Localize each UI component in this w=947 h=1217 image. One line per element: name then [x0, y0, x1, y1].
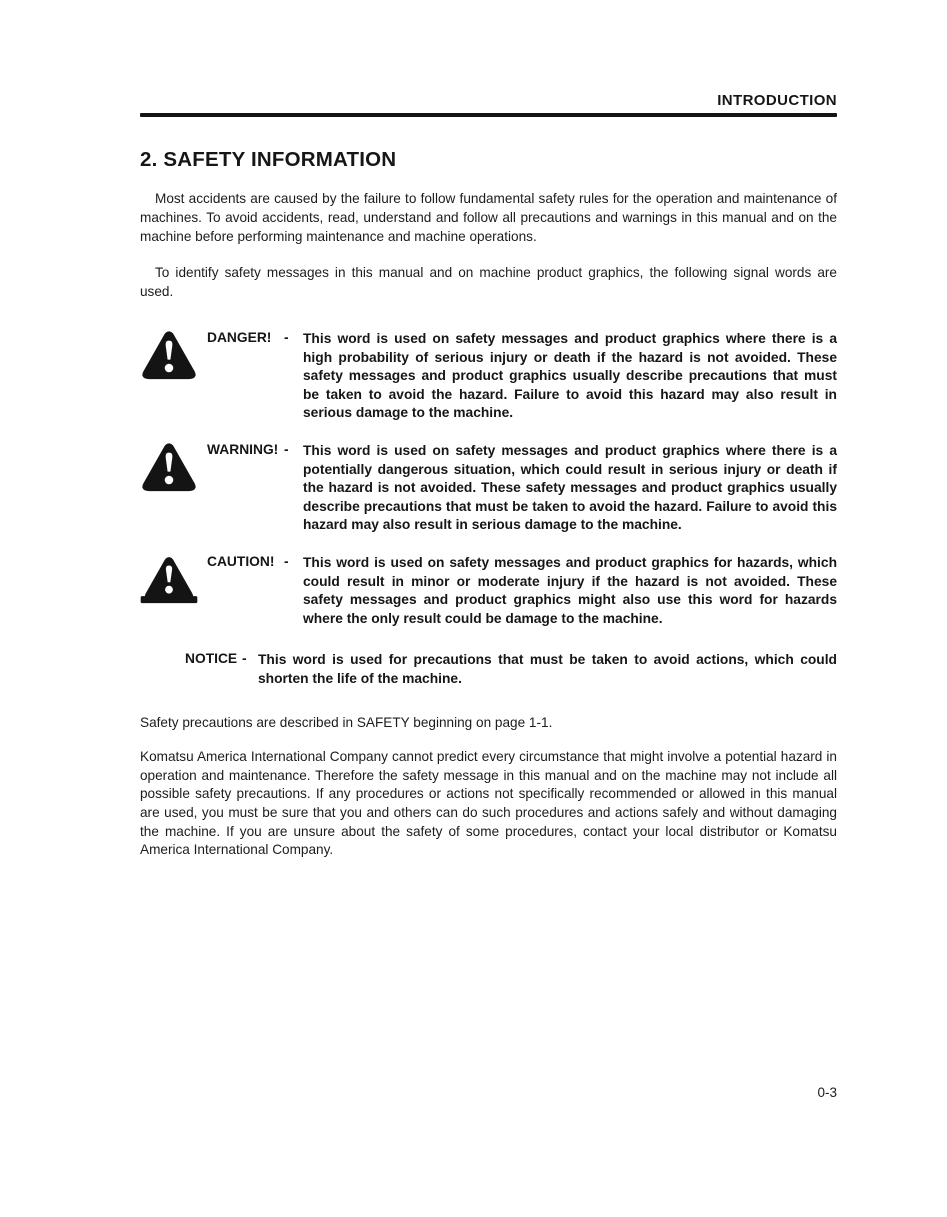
- page-content: [140, 0, 837, 873]
- signal-dash: -: [284, 329, 289, 345]
- signal-icon-cell: [140, 551, 207, 605]
- warning-triangle-underlined-icon: [140, 553, 198, 605]
- notice-indent-spacer: [140, 648, 185, 688]
- header-divider: [140, 113, 837, 117]
- signal-label-danger: DANGER!: [207, 329, 272, 345]
- page-header: [140, 0, 837, 117]
- header-section-label: INTRODUCTION: [717, 92, 837, 109]
- notice-dash: -: [242, 651, 247, 667]
- signal-row-caution: [140, 551, 837, 628]
- signal-label-warning: WARNING!: [207, 441, 279, 457]
- signal-dash: -: [284, 441, 289, 457]
- signal-row-danger: [140, 327, 837, 423]
- safety-reference-line: Safety precautions are described in SAFETY beginning on page 1-1.: [140, 715, 553, 731]
- signal-icon-cell: [140, 327, 207, 381]
- signal-text-caution: This word is used on safety messages and product graphics for hazards, which could result in minor or moderate injury if the hazard is not avoided. These safety messages and product graphics might also use this word for hazards where the only result could be damage to the machine.: [303, 554, 837, 626]
- signal-label-caution: CAUTION!: [207, 553, 275, 569]
- warning-triangle-icon: [140, 329, 198, 381]
- notice-label: NOTICE: [185, 651, 238, 667]
- notice-text: This word is used for precautions that must be taken to avoid actions, which could shorten the life of the machine.: [258, 652, 837, 686]
- page-number: 0-3: [817, 1085, 837, 1100]
- notice-row: [140, 648, 837, 688]
- warning-triangle-icon: [140, 441, 198, 493]
- page-title: 2. SAFETY INFORMATION: [140, 148, 397, 171]
- intro-paragraph-2: To identify safety messages in this manual and on machine product graphics, the following signal words are used.: [140, 265, 837, 300]
- intro-paragraph-1: Most accidents are caused by the failure to follow fundamental safety rules for the operation and maintenance of machines. To avoid accidents, read, understand and follow all precautions and warnings in this manual and on the machine before performing maintenance and machine operations.: [140, 191, 837, 244]
- closing-paragraph: Komatsu America International Company cannot predict every circumstance that might involve a potential hazard in operation and maintenance. Therefore the safety message in this manual and on the machine may not include all possible safety precautions. If any procedures or actions not specifically recommended or allowed in this manual are used, you must be sure that you and others can do such procedures and actions safely and without damaging the machine. If you are unsure about the safety of some procedures, contact your local distributor or Komatsu America International Company.: [140, 749, 837, 858]
- signal-dash: -: [284, 553, 289, 569]
- signal-row-warning: [140, 439, 837, 535]
- signal-text-warning: This word is used on safety messages and product graphics where there is a potentially dangerous situation, which could result in serious injury or death if the hazard is not avoided. These safety messages and product graphics usually describe precautions that must be taken to avoid the hazard. Failure to avoid this hazard may also result in serious damage to the machine.: [303, 442, 837, 533]
- signal-icon-cell: [140, 439, 207, 493]
- signal-word-list: [140, 327, 837, 689]
- signal-text-danger: This word is used on safety messages and product graphics where there is a high probability of serious injury or death if the hazard is not avoided. These safety messages and product graphics usually describe precautions that must be taken to avoid the hazard. Failure to avoid this hazard may also result in serious damage to the machine.: [303, 330, 837, 421]
